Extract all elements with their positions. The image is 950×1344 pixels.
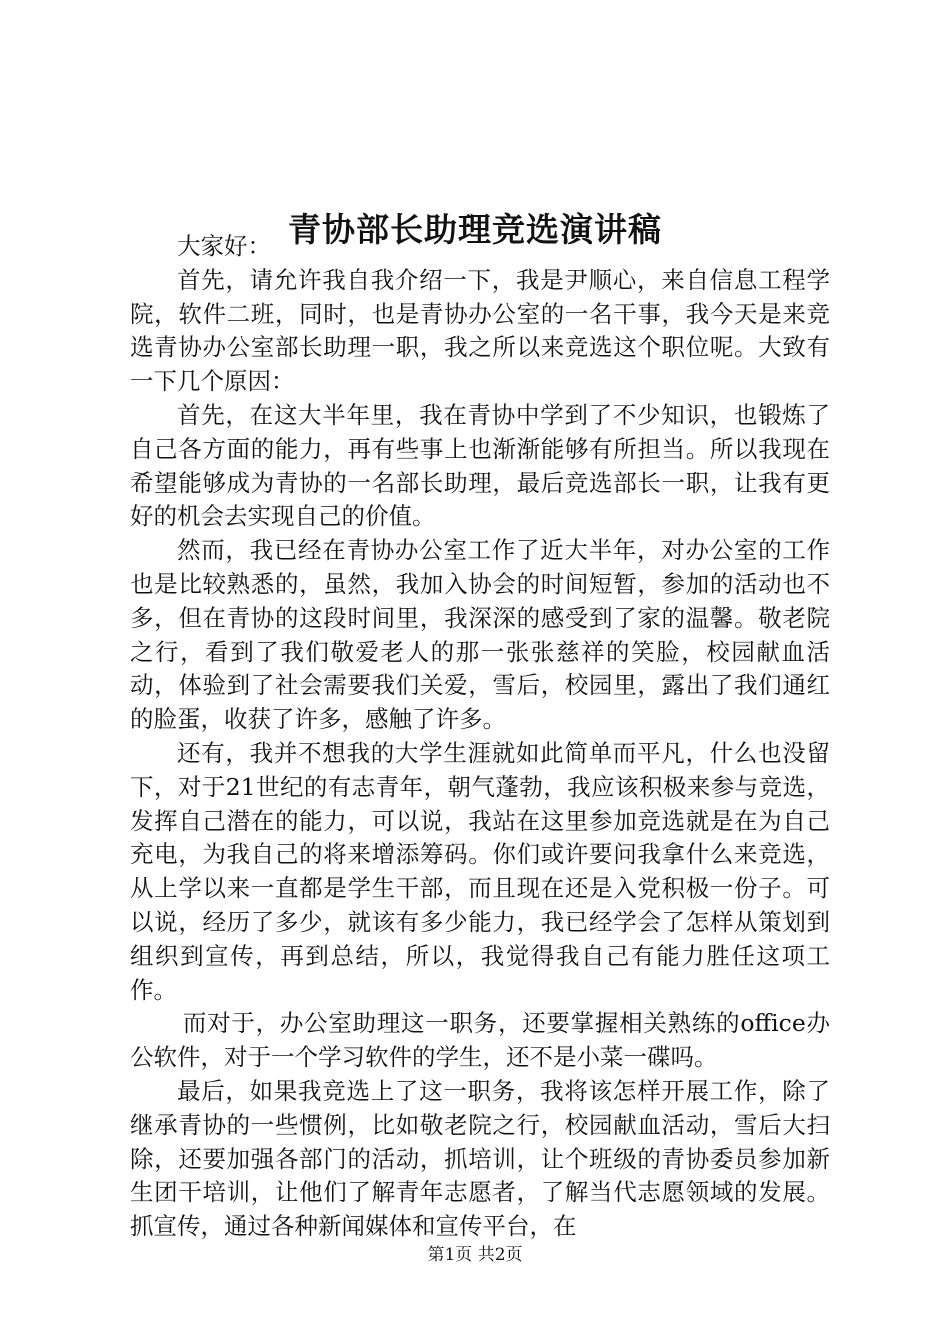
page-number-footer: 第1页 共2页 <box>427 1245 523 1265</box>
paragraph-greeting: 大家好： <box>177 232 271 260</box>
document-body <box>130 230 830 1244</box>
paragraph-office-skills: 而对于，办公室助理这一职务，还要掌握相关熟练的office办公软件，对于一个学习软件的学生，还不是小菜一碟吗。 <box>130 1009 830 1072</box>
paragraph-reason-experience: 然而，我已经在青协办公室工作了近大半年，对办公室的工作也是比较熟悉的，虽然，我加入协会的时间短暂，参加的活动也不多，但在青协的这段时间里，我深深的感受到了家的温馨。敬老院之行，看到了我们敬爱老人的那一张张慈祥的笑脸，校园献血活动，体验到了社会需要我们关爱，雪后，校园里，露出了我们通红的脸蛋，收获了许多，感触了许多。 <box>130 536 830 734</box>
paragraph-introduction: 首先，请允许我自我介绍一下，我是尹顺心，来自信息工程学院，软件二班，同时，也是青协办公室的一名干事，我今天是来竞选青协办公室部长助理一职，我之所以来竞选这个职位呢。大致有一下几个原因： <box>130 265 830 396</box>
paragraph-reason-growth: 首先，在这大半年里，我在青协中学到了不少知识，也锻炼了自己各方面的能力，再有些事上也渐渐能够有所担当。所以我现在希望能够成为青协的一名部长助理，最后竞选部长一职，让我有更好的机会去实现自己的价值。 <box>130 400 830 531</box>
paragraph-reason-ambition: 还有，我并不想我的大学生涯就如此简单而平凡，什么也没留下，对于21世纪的有志青年，朝气蓬勃，我应该积极来参与竞选，发挥自己潜在的能力，可以说，我站在这里参加竞选就是在为自己充电，为我自己的将来增添筹码。你们或许要问我拿什么来竞选，从上学以来一直都是学生干部，而且现在还是入党积极一份子。可以说，经历了多少，就该有多少能力，我已经学会了怎样从策划到组织到宣传，再到总结，所以，我觉得我自己有能力胜任这项工作。 <box>130 738 830 1004</box>
document-title: 青协部长助理竞选演讲稿 <box>288 210 662 250</box>
paragraph-work-plan: 最后，如果我竞选上了这一职务，我将该怎样开展工作，除了继承青协的一些惯例，比如敬老院之行，校园献血活动，雪后大扫除，还要加强各部门的活动，抓培训，让个班级的青协委员参加新生团干培训，让他们了解青年志愿者，了解当代志愿领域的发展。抓宣传，通过各种新闻媒体和宣传平台，在 <box>130 1076 830 1241</box>
